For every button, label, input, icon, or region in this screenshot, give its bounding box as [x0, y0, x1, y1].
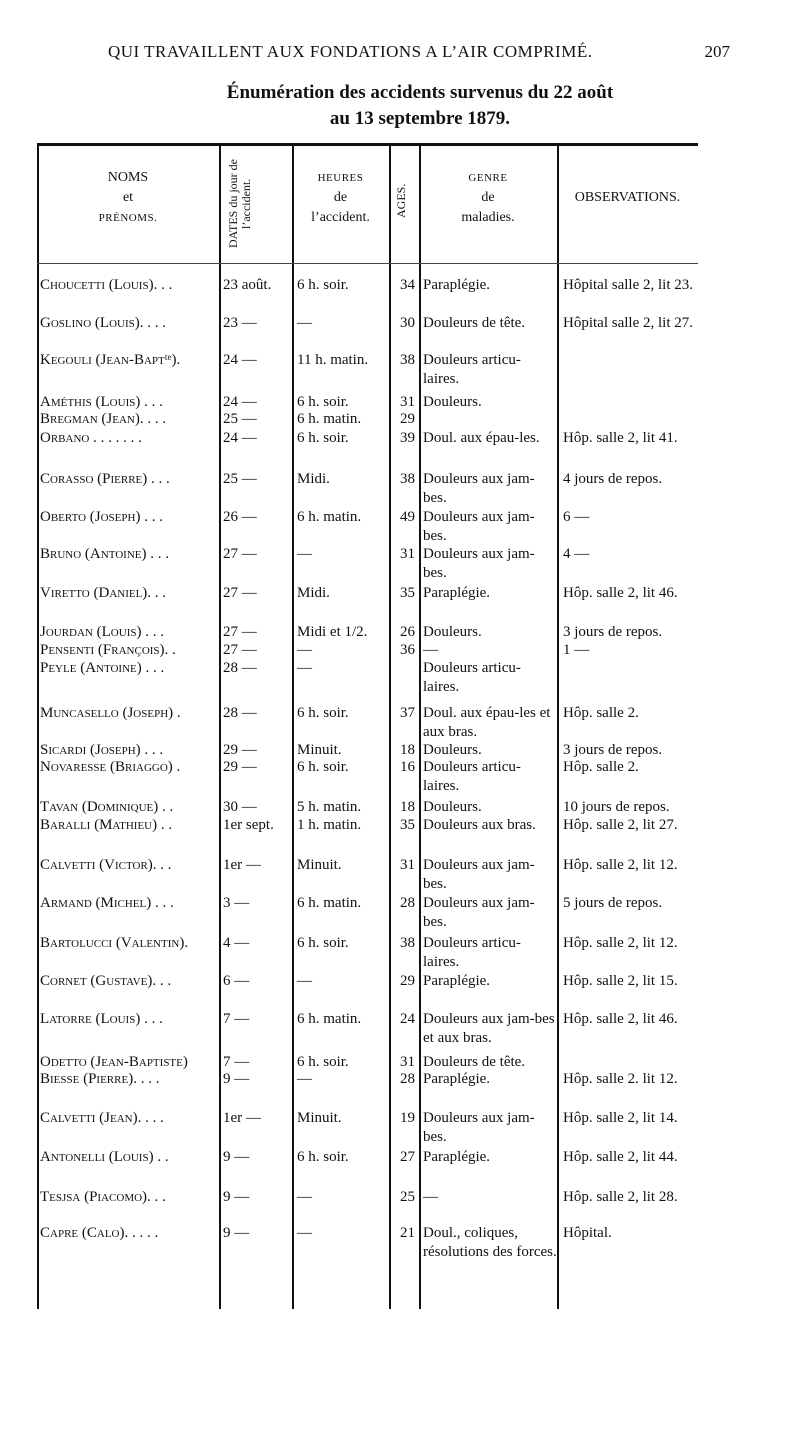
row-name: Calvetti (Jean). . . . — [40, 1110, 164, 1126]
row-date: 25 — — [223, 471, 257, 487]
header-ages: AGES. — [394, 183, 408, 219]
header-heures — [292, 168, 389, 264]
row-malady: Doul., coliques, résolutions des forces. — [423, 1225, 557, 1260]
row-date: 23 — — [223, 315, 257, 331]
row-age: 19 — [400, 1110, 415, 1126]
running-title: QUI TRAVAILLENT AUX FONDATIONS A L’AIR COMPRIMÉ. — [108, 42, 593, 61]
row-age: 28 — [400, 1071, 415, 1087]
row-age: 16 — [400, 759, 415, 775]
row-observation: Hôp. salle 2, lit 12. — [563, 857, 678, 873]
row-observation: Hôp. salle 2. — [563, 759, 639, 775]
row-observation: Hôp. salle 2, lit 44. — [563, 1149, 678, 1165]
row-date: 1er — — [223, 857, 261, 873]
row-observation: Hôp. salle 2, lit 41. — [563, 430, 678, 446]
row-date: 1er — — [223, 1110, 261, 1126]
row-date: 27 — — [223, 546, 257, 562]
row-hour: 6 h. soir. — [297, 705, 349, 721]
row-observation: Hôp. salle 2, lit 14. — [563, 1110, 678, 1126]
header-noms-line1: NOMS — [107, 170, 149, 185]
column-rule — [419, 146, 421, 1309]
row-age: 21 — [400, 1225, 415, 1241]
row-hour: 6 h. soir. — [297, 759, 349, 775]
row-age: 29 — [400, 973, 415, 989]
row-age: 31 — [400, 1054, 415, 1070]
row-name: Antonelli (Louis) . . — [40, 1149, 169, 1165]
row-date: 29 — — [223, 742, 257, 758]
row-hour: Midi. — [297, 471, 330, 487]
row-malady: Douleurs aux jam-bes. — [423, 509, 535, 544]
header-genre-line3: maladies. — [461, 210, 515, 225]
row-date: 6 — — [223, 973, 250, 989]
row-observation: Hôp. salle 2, lit 12. — [563, 935, 678, 951]
column-rule — [389, 146, 391, 1309]
row-name: Bruno (Antoine) . . . — [40, 546, 169, 562]
row-hour: 6 h. soir. — [297, 277, 349, 293]
row-malady: Paraplégie. — [423, 1071, 491, 1087]
row-hour: 6 h. matin. — [297, 509, 362, 525]
row-malady: Paraplégie. — [423, 1149, 491, 1165]
row-name: Muncasello (Joseph) . — [40, 705, 181, 721]
row-hour: Midi et 1/2. — [297, 624, 368, 640]
header-observations: OBSERVATIONS. — [574, 190, 681, 205]
row-observation: Hôpital salle 2, lit 27. — [563, 315, 693, 331]
row-name: Pensenti (François). . — [40, 642, 176, 658]
row-malady: Douleurs aux jam-bes. — [423, 471, 535, 506]
accidents-table — [37, 143, 698, 1309]
row-hour: — — [297, 1189, 312, 1205]
row-name: Goslino (Louis). . . . — [40, 315, 166, 331]
row-observation: Hôp. salle 2, lit 46. — [563, 585, 678, 601]
row-age: 38 — [400, 935, 415, 951]
row-observation: Hôp. salle 2, lit 46. — [563, 1011, 678, 1027]
row-observation: Hôp. salle 2, lit 15. — [563, 973, 678, 989]
row-date: 28 — — [223, 705, 257, 721]
row-hour: Midi. — [297, 585, 330, 601]
row-malady: Paraplégie. — [423, 585, 491, 601]
column-rule — [37, 146, 39, 1309]
row-observation: 6 — — [563, 509, 590, 525]
row-observation: Hôp. salle 2, lit 27. — [563, 817, 678, 833]
row-name: Corasso (Pierre) . . . — [40, 471, 170, 487]
row-name: Kegouli (Jean-Baptᵗᵉ). — [40, 352, 181, 368]
page-number: 207 — [704, 42, 730, 61]
row-name: Armand (Michel) . . . — [40, 895, 174, 911]
row-age: 34 — [400, 277, 415, 293]
row-hour: 6 h. soir. — [297, 394, 349, 410]
row-observation: 3 jours de repos. — [563, 742, 663, 758]
row-date: 24 — — [223, 394, 257, 410]
header-genre-line1: GENRE — [468, 172, 508, 184]
row-age: 49 — [400, 509, 415, 525]
row-malady: Douleurs aux jam-bes. — [423, 546, 535, 581]
table-title-line1: Énumération des accidents survenus du 22 août — [226, 82, 614, 103]
row-age: 36 — [400, 642, 415, 658]
row-hour: 6 h. soir. — [297, 430, 349, 446]
row-malady: Douleurs aux jam-bes. — [423, 857, 535, 892]
row-age: 18 — [400, 799, 415, 815]
row-date: 24 — — [223, 352, 257, 368]
row-malady: — — [423, 642, 438, 658]
row-date: 7 — — [223, 1054, 250, 1070]
row-age: 24 — [400, 1011, 415, 1027]
row-malady: Paraplégie. — [423, 973, 491, 989]
row-date: 7 — — [223, 1011, 250, 1027]
row-age: 38 — [400, 352, 415, 368]
row-date: 27 — — [223, 624, 257, 640]
row-hour: 6 h. matin. — [297, 1011, 362, 1027]
row-name: Viretto (Daniel). . . — [40, 585, 167, 601]
row-malady: — — [423, 1189, 438, 1205]
row-hour: Minuit. — [297, 857, 342, 873]
row-name: Capre (Calo). . . . . — [40, 1225, 159, 1241]
row-hour: — — [297, 1071, 312, 1087]
row-hour: 11 h. matin. — [297, 352, 369, 368]
row-date: 27 — — [223, 585, 257, 601]
row-observation: 4 — — [563, 546, 590, 562]
row-age: 39 — [400, 430, 415, 446]
row-hour: — — [297, 642, 312, 658]
row-name: Jourdan (Louis) . . . — [40, 624, 164, 640]
row-hour: 5 h. matin. — [297, 799, 362, 815]
row-malady: Douleurs aux bras. — [423, 817, 536, 833]
row-age: 38 — [400, 471, 415, 487]
row-name: Calvetti (Victor). . . — [40, 857, 172, 873]
row-age: 27 — [400, 1149, 415, 1165]
row-name: Cornet (Gustave). . . — [40, 973, 172, 989]
row-hour: 6 h. soir. — [297, 1149, 349, 1165]
row-name: Latorre (Louis) . . . — [40, 1011, 163, 1027]
row-malady: Douleurs. — [423, 394, 482, 410]
row-date: 9 — — [223, 1189, 250, 1205]
row-name: Biesse (Pierre). . . . — [40, 1071, 160, 1087]
row-age: 28 — [400, 895, 415, 911]
row-hour: 6 h. matin. — [297, 895, 362, 911]
header-noms — [37, 168, 219, 264]
row-age: 25 — [400, 1189, 415, 1205]
row-date: 3 — — [223, 895, 250, 911]
row-observation: Hôp. salle 2. lit 12. — [563, 1071, 678, 1087]
row-hour: 6 h. matin. — [297, 411, 362, 427]
row-hour: 6 h. soir. — [297, 935, 349, 951]
row-observation: 10 jours de repos. — [563, 799, 670, 815]
row-malady: Doul. aux épau-les. — [423, 430, 540, 446]
row-hour: — — [297, 546, 312, 562]
row-observation: 5 jours de repos. — [563, 895, 663, 911]
row-age: 35 — [400, 585, 415, 601]
row-age: 31 — [400, 546, 415, 562]
row-name: Oberto (Joseph) . . . — [40, 509, 163, 525]
row-date: 25 — — [223, 411, 257, 427]
row-age: 31 — [400, 394, 415, 410]
row-date: 9 — — [223, 1149, 250, 1165]
column-rule — [557, 146, 559, 1309]
column-rule — [292, 146, 294, 1309]
row-hour: Minuit. — [297, 1110, 342, 1126]
row-age: 37 — [400, 705, 415, 721]
row-malady: Douleurs articu-laires. — [423, 352, 521, 387]
row-date: 27 — — [223, 642, 257, 658]
row-malady: Douleurs. — [423, 624, 482, 640]
row-name: Novaresse (Briaggo) . — [40, 759, 181, 775]
row-observation: 1 — — [563, 642, 590, 658]
row-hour: — — [297, 1225, 312, 1241]
row-malady: Douleurs articu-laires. — [423, 660, 521, 695]
header-genre — [419, 168, 557, 264]
row-malady: Paraplégie. — [423, 277, 491, 293]
row-hour: Minuit. — [297, 742, 342, 758]
header-heures-line2: de — [333, 190, 348, 205]
row-age: 18 — [400, 742, 415, 758]
row-name: Baralli (Mathieu) . . — [40, 817, 173, 833]
row-age: 35 — [400, 817, 415, 833]
row-date: 9 — — [223, 1225, 250, 1241]
row-date: 4 — — [223, 935, 250, 951]
column-rule — [219, 146, 221, 1309]
row-observation: 4 jours de repos. — [563, 471, 663, 487]
row-name: Orbano . . . . . . . — [40, 430, 142, 446]
row-date: 30 — — [223, 799, 257, 815]
row-date: 24 — — [223, 430, 257, 446]
row-observation: Hôp. salle 2, lit 28. — [563, 1189, 678, 1205]
row-hour: — — [297, 973, 312, 989]
row-malady: Douleurs. — [423, 742, 482, 758]
header-noms-line2: et — [122, 190, 134, 205]
row-hour: — — [297, 660, 312, 676]
row-name: Sicardi (Joseph) . . . — [40, 742, 164, 758]
row-name: Odetto (Jean-Baptiste) — [40, 1054, 188, 1070]
row-malady: Douleurs aux jam-bes et aux bras. — [423, 1011, 555, 1046]
row-age: 31 — [400, 857, 415, 873]
row-observation: Hôp. salle 2. — [563, 705, 639, 721]
row-name: Bregman (Jean). . . . — [40, 411, 167, 427]
row-malady: Douleurs articu-laires. — [423, 759, 521, 794]
row-age: 26 — [400, 624, 415, 640]
row-observation: Hôpital. — [563, 1225, 612, 1241]
header-noms-line3: PRÉNOMS. — [98, 212, 158, 224]
row-name: Choucetti (Louis). . . — [40, 277, 173, 293]
row-date: 9 — — [223, 1071, 250, 1087]
header-heures-line1: HEURES — [317, 172, 364, 184]
row-name: Peyle (Antoine) . . . — [40, 660, 165, 676]
header-genre-line2: de — [481, 190, 495, 205]
row-hour: 6 h. soir. — [297, 1054, 349, 1070]
row-hour: — — [297, 315, 312, 331]
row-malady: Douleurs aux jam-bes. — [423, 895, 535, 930]
row-date: 23 août. — [223, 277, 272, 293]
row-observation: 3 jours de repos. — [563, 624, 663, 640]
row-age: 29 — [400, 411, 415, 427]
row-malady: Douleurs. — [423, 799, 482, 815]
row-date: 28 — — [223, 660, 257, 676]
table-title-line2: au 13 septembre 1879. — [329, 108, 511, 129]
row-hour: 1 h. matin. — [297, 817, 362, 833]
row-date: 1er sept. — [223, 817, 274, 833]
header-heures-line3: l’accident. — [311, 210, 370, 225]
row-malady: Douleurs aux jam-bes. — [423, 1110, 535, 1145]
row-age: 30 — [400, 315, 415, 331]
row-observation: Hôpital salle 2, lit 23. — [563, 277, 693, 293]
row-name: Tavan (Dominique) . . — [40, 799, 174, 815]
header-dates: DATES du jour de l’accident. — [226, 159, 253, 249]
row-malady: Douleurs de tête. — [423, 315, 526, 331]
row-date: 29 — — [223, 759, 257, 775]
row-name: Améthis (Louis) . . . — [40, 394, 163, 410]
row-malady: Douleurs de tête. — [423, 1054, 526, 1070]
row-malady: Douleurs articu-laires. — [423, 935, 521, 970]
row-date: 26 — — [223, 509, 257, 525]
row-name: Tesjsa (Piacomo). . . — [40, 1189, 166, 1205]
row-malady: Doul. aux épau-les et aux bras. — [423, 705, 551, 740]
row-name: Bartolucci (Valentin). — [40, 935, 189, 951]
